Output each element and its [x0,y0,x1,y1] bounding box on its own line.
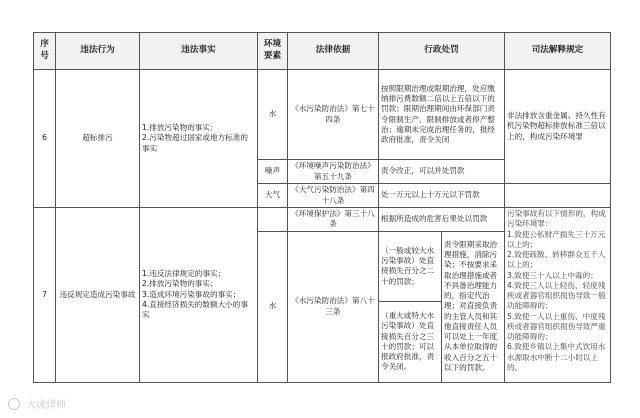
row6-water-element: 水 [258,70,288,160]
row6-air-element: 大气 [258,184,288,208]
row7-fact: 3.造成环境污染事故的事实； [142,289,241,299]
row6-act: 超标排污 [56,70,140,208]
row7-fact: 2.排放污染物的事实； [142,279,218,289]
row6-noise-basis: 《环境噪声污染防治法》第五十九条 [288,160,379,184]
penalty-subtable [379,232,504,382]
watermark-text: 大成律师 [26,400,67,411]
row7-env-penalty: 根据所造成的危害后果处以罚款 [379,208,505,232]
judicial-line: 4.致使三人以上轻伤、轻度残疾或者器官组织损伤导致一般功能障碍的； [507,280,606,311]
penalty-major: （重大或特大水污染事故）处直接损失百分之三十的罚款；可以报政府批准，责令关闭。 [379,302,442,382]
row6-noise-penalty: 责令改正，可以并处罚款 [379,160,505,184]
judicial-line: 2.致使疏散、转移群众五千人以上的； [507,250,606,270]
header-facts: 违法事实 [140,33,258,70]
row6-noise-element: 噪声 [258,160,288,184]
row6-air-basis: 《大气污染防治法》第四十八条 [288,184,379,208]
row7-fact: 4.直接经济损失的数额大小的事实 [142,299,248,320]
logo-icon [8,398,20,410]
row7-env-element [258,208,288,232]
row6-judicial: 非法排放含重金属、持久性有机污染物超标排放标准三倍以上的，构成污染环境罪 [505,70,611,184]
header-element: 环境要素 [258,33,288,70]
judicial-line: 1.致使公私财产损失三十万元以上的； [507,229,606,249]
row6-fact: 1.排放污染物的事实； [142,123,218,133]
header-basis: 法律依据 [288,33,379,70]
row7-water-element: 水 [258,231,288,382]
table-row [34,70,611,160]
row7-facts [140,208,258,383]
row6-air-penalty: 处一万元以上十万元以下罚款 [379,184,505,208]
row7-env-basis: 《环境保护法》第三十八条 [288,208,379,232]
row7-num: 7 [34,208,56,383]
row6-num: 6 [34,70,56,208]
row6-water-penalty: 按照限期治理或限期治理，处应缴纳排污费数额二倍以上五倍以下的罚款；限期治理期间由环保部门责令限制生产、限制排放或者停产整治；逾期未完成治理任务的，报经政府批准，责令关闭 [379,70,505,160]
row6-facts [140,70,258,208]
penalty-minor: （一般或较大水污染事故）处直接损失百分之二十的罚款； [379,232,442,302]
row6-water-basis: 《水污染防治法》第七十四条 [288,70,379,160]
judicial-line: 5.致使一人以上重伤、中度残疾或者器官组织损伤导致严重功能障碍的； [507,311,606,341]
row7-act: 违反规定造成污染事故 [56,208,140,383]
row6-judicial-blank [505,184,611,208]
header-act: 违法行为 [56,33,140,70]
judicial-line: 6.致使乡镇以上集中式饮用水水源取水中断十二小时以上的。 [507,342,606,372]
row7-fact: 1.违反法律规定的事实； [142,269,226,279]
penalty-measures: 责令限期采取治理措施，消除污染；不按要求采取治理措施或者不具备治理能力的，指定代治理；对直接负责的主管人员和其他直接责任人员可以处上一年度从本单位取得的收入百分之五十以下的罚款。 [444,239,498,372]
judicial-line: 污染事故有以下情形的，构成污染环境罪： [507,209,606,229]
header-row [34,33,611,70]
header-penalty: 行政处罚 [379,33,505,70]
header-judicial: 司法解释规定 [505,33,611,70]
row7-judicial [505,208,611,383]
law-table [33,32,611,383]
table-row [34,208,611,232]
row7-water-basis: 《水污染防治法》第八十三条 [288,231,379,382]
header-num: 序号 [34,33,56,70]
judicial-line: 3.致使三十人以上中毒的； [507,270,598,280]
row6-fact: 2.污染物超过国家或地方标准的事实 [142,133,248,153]
watermark [8,396,66,411]
row7-water-penalty [379,231,505,382]
